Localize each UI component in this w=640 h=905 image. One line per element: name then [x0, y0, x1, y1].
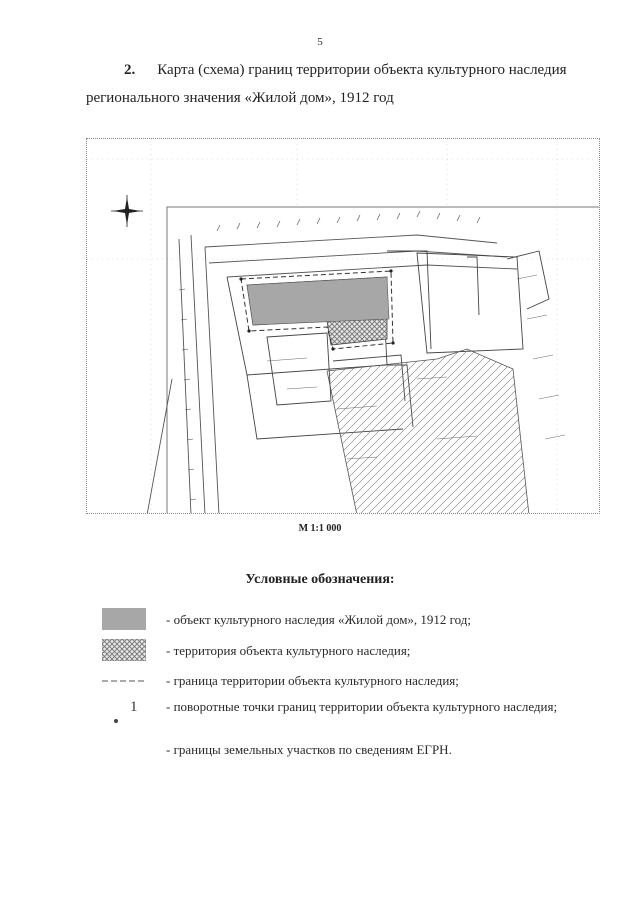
territory-crosshatch-swatch: [102, 639, 146, 661]
section-heading: [124, 62, 567, 79]
map-scale: М 1:1 000: [298, 523, 342, 534]
dashed-boundary-symbol: [102, 673, 146, 695]
legend-item-text: - объект культурного наследия «Жилой дом», 1912 год;: [166, 612, 472, 627]
legend-item-turning-points: [0, 695, 640, 735]
legend-item-text: - поворотные точки границ территории объекта культурного наследия;: [166, 699, 558, 714]
section-title-line2: регионального значения «Жилой дом», 1912 год: [86, 90, 394, 106]
page-number: 5: [317, 36, 323, 48]
section-number: 2.: [124, 62, 136, 78]
turning-point-icon: [102, 701, 146, 723]
object-fill-swatch: [102, 608, 146, 630]
legend-title: Условные обозначения:: [245, 572, 395, 587]
compass-rose-icon: [111, 195, 143, 227]
map-scheme: [86, 138, 600, 514]
section-title-line1: Карта (схема) границ территории объекта культурного наследия: [157, 62, 567, 78]
legend-item-text: - границы земельных участков по сведениям ЕГРН.: [166, 742, 452, 757]
legend-item-text: - граница территории объекта культурного наследия;: [166, 673, 459, 688]
turning-point-label: 1: [130, 699, 138, 715]
legend-item-text: - территория объекта культурного наследия;: [166, 643, 411, 658]
legend-item-parcels: [0, 738, 640, 778]
